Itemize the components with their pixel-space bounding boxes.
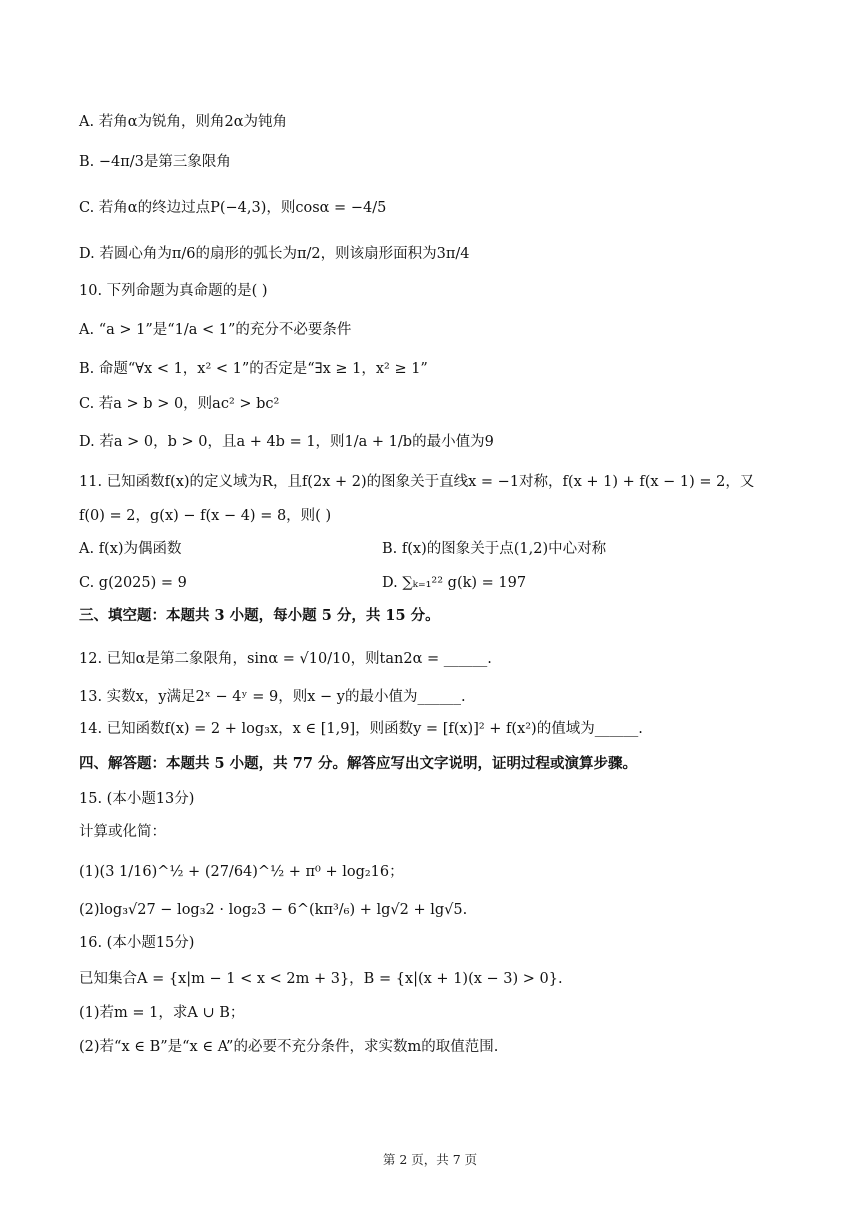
option-11b: B. f(x)的图象关于点(1,2)中心对称 [382, 541, 607, 557]
option-10b: B. 命题“∀x < 1，x² < 1”的否定是“∃x ≥ 1，x² ≥ 1” [79, 361, 428, 377]
option-9c: C. 若角α的终边过点P(−4,3)，则cosα = −4/5 [79, 200, 387, 216]
question-11-line2: f(0) = 2，g(x) − f(x − 4) = 8，则( ) [79, 508, 332, 524]
page-footer: 第 2 页，共 7 页 [382, 1152, 478, 1167]
option-10d: D. 若a > 0，b > 0，且a + 4b = 1，则1/a + 1/b的最小值为9 [79, 434, 494, 450]
question-16-part1: (1)若m = 1，求A ∪ B； [79, 1005, 245, 1021]
option-9d: D. 若圆心角为π/6的扇形的弧长为π/2，则该扇形面积为3π/4 [79, 246, 470, 262]
question-14: 14. 已知函数f(x) = 2 + log₃x，x ∈ [1,9]，则函数y = [f(x)]² + f(x²)的值域为______. [79, 721, 643, 737]
question-16-stem: 已知集合A = {x|m − 1 < x < 2m + 3}，B = {x|(x + 1)(x − 3) > 0}. [79, 971, 563, 987]
option-9b: B. −4π/3是第三象限角 [79, 154, 231, 170]
question-16-part2: (2)若“x ∈ B”是“x ∈ A”的必要不充分条件，求实数m的取值范围. [79, 1039, 499, 1055]
option-11c: C. g(2025) = 9 [79, 575, 187, 591]
option-9a: A. 若角α为锐角，则角2α为钝角 [79, 114, 287, 130]
question-16-title: 16. (本小题15分) [79, 935, 195, 951]
section-3-heading: 三、填空题：本题共 3 小题，每小题 5 分，共 15 分。 [79, 607, 440, 624]
question-11-line1: 11. 已知函数f(x)的定义域为R，且f(2x + 2)的图象关于直线x = −1对称，f(x + 1) + f(x − 1) = 2，又 [79, 474, 755, 490]
question-12: 12. 已知α是第二象限角，sinα = √10/10，则tan2α = ______. [79, 651, 492, 667]
question-15-title: 15. (本小题13分) [79, 791, 195, 807]
section-4-heading: 四、解答题：本题共 5 小题，共 77 分。解答应写出文字说明，证明过程或演算步骤。 [79, 755, 637, 772]
question-15-part2: (2)log₃√27 − log₃2 · log₂3 − 6^(kπ³/₆) + lg√2 + lg√5. [79, 902, 468, 918]
option-10a: A. “a > 1”是“1/a < 1”的充分不必要条件 [79, 322, 352, 338]
option-10c: C. 若a > b > 0，则ac² > bc² [79, 396, 280, 412]
option-11d: D. ∑ₖ₌₁²² g(k) = 197 [382, 575, 527, 591]
question-15-instruction: 计算或化简： [79, 824, 166, 840]
option-11a: A. f(x)为偶函数 [79, 541, 182, 557]
question-13: 13. 实数x，y满足2ˣ − 4ʸ = 9，则x − y的最小值为______. [79, 689, 466, 705]
question-10: 10. 下列命题为真命题的是( ) [79, 283, 268, 299]
question-15-part1: (1)(3 1/16)^½ + (27/64)^½ + π⁰ + log₂16； [79, 864, 404, 880]
